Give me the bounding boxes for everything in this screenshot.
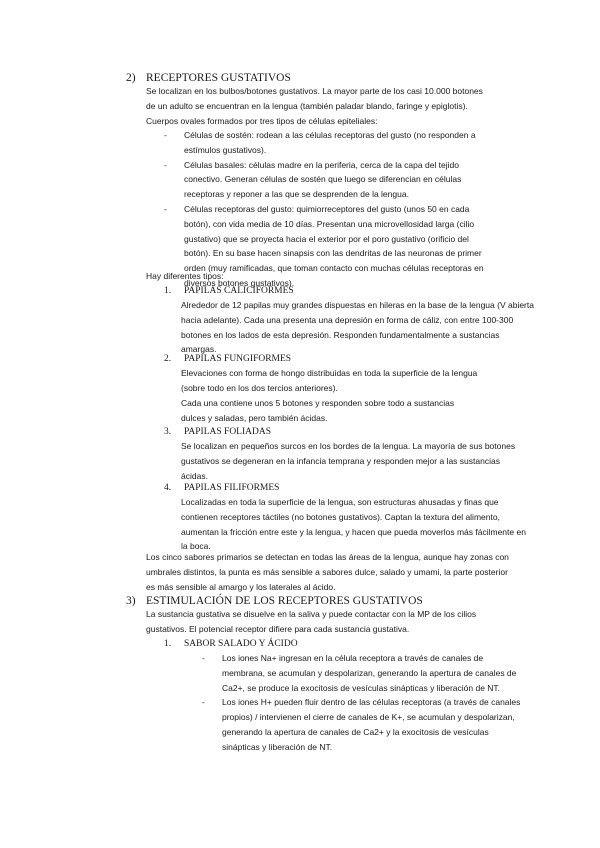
papila-3-title: PAPILAS FOLIADAS [184, 427, 272, 437]
papila-3-text: Se localizan en pequeños surcos en los bordes de la lengua. La mayoría de sus botones gustativos se degeneran en la infancia temprana y responden mejor a las sustancias ácidas. [181, 441, 516, 481]
sub-title: SABOR SALADO Y ÁCIDO [184, 639, 298, 649]
papila-3-heading [164, 425, 271, 439]
papila-1-title: PAPILAS CALICIFORMES [184, 286, 294, 296]
section-2-title: RECEPTORES GUSTATIVOS [146, 72, 291, 84]
list-item [202, 651, 528, 695]
ion-text: Los iones Na+ ingresan en la célula receptora a través de canales de membrana, se acumulan y despolarizan, generando la apertura de canales de Ca2+, se produce la exocitosis de vesículas sinápticas y liberación de NT. [222, 653, 517, 693]
section-3-heading [126, 594, 423, 608]
list-item [202, 695, 528, 754]
section-2-intro: Se localizan en los bulbos/botones gustativos. La mayor parte de los casi 10.000 botones de un adulto se encuentran en la lengua (también paladar blando, faringe y epiglotis). Cuerpos ovales formados por tres tipos de células epiteliales: [146, 86, 483, 126]
ion-list [202, 651, 528, 755]
section-3-intro: La sustancia gustativa se disuelve en la saliva y puede contactar con la MP de los cilios gustativos. El potencial receptor difiere para cada sustancia gustativa. [146, 609, 477, 634]
papila-4-heading [164, 481, 279, 495]
list-dash: - [164, 203, 167, 214]
cell-type-text: Células receptoras del gusto: quimiorreceptores del gusto (unos 50 en cada botón), con vida media de 10 días. Presentan una microvellosidad larga (cilio gustativo) que se proyecta hacia el exterior por el poro gustativo (orificio del botón). En su base hacen sinapsis con las dendritas de las neuronas de primer orden (muy ramificadas, que toman contacto con muchas células receptoras en diversos botones gustativos). [184, 203, 484, 288]
sub-number: 1. [164, 639, 172, 649]
papila-4-text: Localizadas en toda la superficie de la lengua, son estructuras ahusadas y finas que contienen receptores táctiles (no botones gustativos). Captan la textura del alimento, aumentan la fricción entre este y la lengua, y hacen que pueda moverlos más fácilmente en la boca. [181, 497, 526, 552]
papila-2-text: Elevaciones con forma de hongo distribuidas en toda la superficie de la lengua (sobre todo en los dos tercios anteriores). [181, 368, 478, 393]
papila-3-number: 3. [164, 427, 172, 437]
list-dash: - [202, 697, 205, 708]
papila-2-heading [164, 352, 291, 366]
papila-2-text-2: Cada una contiene unos 5 botones y responden sobre todo a sustancias dulces y saladas, pero también ácidas. [181, 398, 455, 423]
sabor-salado-heading [164, 637, 298, 651]
list-item [164, 158, 494, 202]
section-2-closing: Los cinco sabores primarios se detectan en todas las áreas de la lengua, aunque hay zonas con umbrales distintos, la punta es más sensible a sabores dulce, salado y umami, la parte posterior es más sensible al amargo y los laterales al ácido. [146, 552, 509, 592]
section-3-title: ESTIMULACIÓN DE LOS RECEPTORES GUSTATIVOS [146, 595, 423, 607]
papila-1-heading [164, 284, 294, 298]
cell-type-list [164, 128, 494, 291]
papila-4-title: PAPILAS FILIFORMES [184, 483, 280, 493]
papila-1-number: 1. [164, 286, 172, 296]
list-dash: - [164, 130, 167, 140]
section-2-heading [126, 71, 291, 85]
list-dash: - [164, 159, 167, 170]
list-item [164, 128, 494, 158]
ion-text: Los iones H+ pueden fluir dentro de las células receptoras (a través de canales propios) / intervienen el cierre de canales de K+, se acumulan y despolarizan, generando la apertura de canales de Ca2+ y la exocitosis de vesículas sinápticas y liberación de NT. [222, 697, 521, 752]
section-3-number: 3) [126, 595, 136, 607]
papila-2-title: PAPILAS FUNGIFORMES [184, 354, 292, 364]
cell-type-text: Células basales: células madre en la periferia, cerca de la capa del tejido conectivo. Generan células de sostén que luego se diferencian en células receptoras y reponer a las que se desprenden de la lengua. [184, 159, 462, 200]
papila-4-number: 4. [164, 483, 172, 493]
papila-1-text: Alrededor de 12 papilas muy grandes dispuestas en hileras en la base de la lengua (V abierta hacia adelante). Cada una presenta una depresión en forma de cáliz, con entre 100-300 botones en los lados de esta depresión. Responden fundamentalmente a sustancias amargas. [181, 300, 534, 355]
section-2-number: 2) [126, 72, 136, 84]
list-dash: - [202, 653, 205, 663]
papila-2-number: 2. [164, 354, 172, 364]
types-intro: Hay diferentes tipos: [146, 271, 224, 281]
cell-type-text: Células de sostén: rodean a las células receptoras del gusto (no responden a estímulos gustativos). [184, 130, 476, 155]
